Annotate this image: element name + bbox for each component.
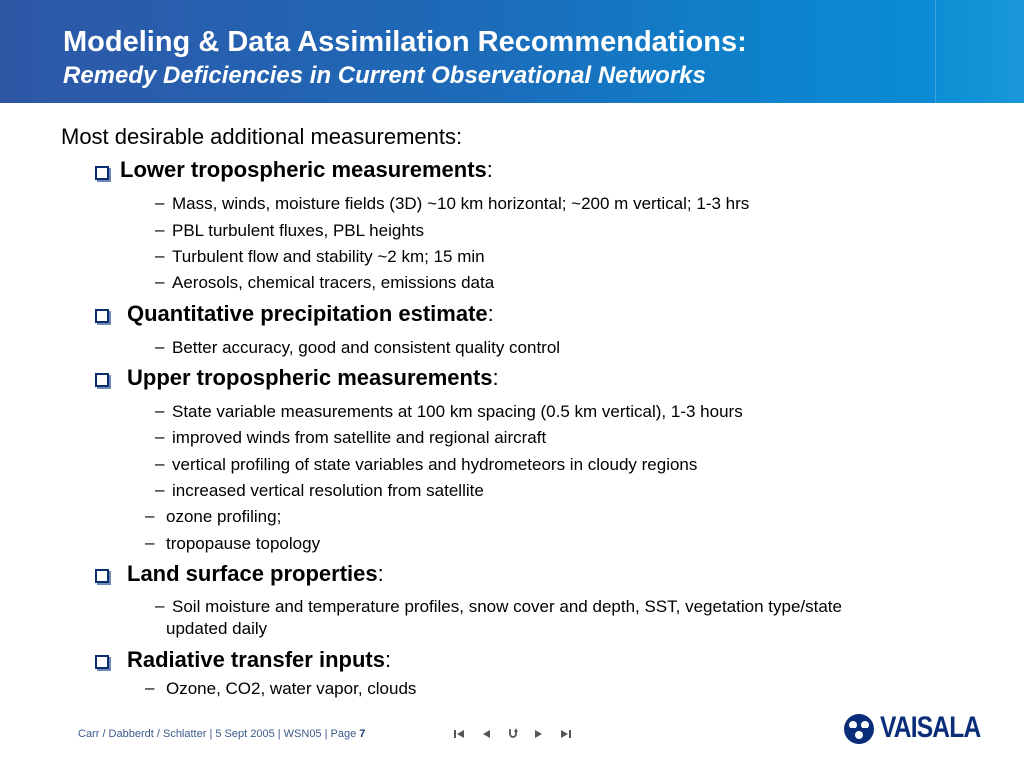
checkbox-bullet-icon — [95, 309, 109, 323]
list-item: tropopause topology — [166, 534, 321, 553]
list-item: Soil moisture and temperature profiles, snow cover and depth, SST, vegetation type/state — [172, 597, 842, 616]
dash-bullet: – — [155, 246, 165, 265]
dash-bullet: – — [155, 427, 165, 446]
heading-colon: : — [492, 365, 499, 390]
checkbox-bullet-icon — [95, 166, 109, 180]
list-item: Better accuracy, good and consistent quality control — [172, 338, 561, 357]
checkbox-bullet-icon — [95, 655, 109, 669]
heading-colon: : — [486, 157, 493, 182]
list-item: vertical profiling of state variables and hydrometeors in cloudy regions — [172, 455, 698, 474]
dash-bullet: – — [155, 480, 165, 499]
dash-bullet: – — [155, 193, 165, 212]
first-slide-button[interactable] — [449, 726, 469, 744]
heading-colon: : — [487, 301, 494, 326]
dash-bullet: – — [155, 596, 165, 615]
slide-header — [0, 0, 1024, 103]
section-heading-upper-tropospheric — [127, 365, 499, 391]
next-icon — [534, 729, 544, 739]
next-slide-button[interactable] — [529, 726, 549, 744]
heading-colon: : — [377, 561, 384, 586]
heading-text: Lower tropospheric measurements — [120, 157, 487, 182]
section-heading-land-surface — [127, 561, 384, 587]
list-item-continuation: updated daily — [166, 619, 268, 638]
vaisala-logo-mark-icon — [842, 712, 876, 746]
slide-title: Modeling & Data Assimilation Recommendations: — [63, 26, 747, 58]
page-number: 7 — [359, 728, 366, 740]
return-button[interactable] — [503, 726, 523, 744]
header-accent-band — [935, 0, 1024, 103]
checkbox-bullet-icon — [95, 373, 109, 387]
last-slide-button[interactable] — [556, 726, 576, 744]
previous-icon — [481, 729, 491, 739]
dash-bullet: – — [155, 220, 165, 239]
list-item: PBL turbulent fluxes, PBL heights — [172, 221, 425, 240]
list-item: State variable measurements at 100 km spacing (0.5 km vertical), 1-3 hours — [172, 402, 743, 421]
dash-bullet: – — [155, 401, 165, 420]
footer-text: Carr / Dabberdt / Schlatter | 5 Sept 2005 | WSN05 | Page — [78, 728, 360, 740]
slide-subtitle: Remedy Deficiencies in Current Observational Networks — [63, 62, 706, 89]
dash-bullet: – — [155, 337, 165, 356]
section-heading-qpe — [127, 301, 494, 327]
list-item: Mass, winds, moisture fields (3D) ~10 km horizontal; ~200 m vertical; 1-3 hrs — [172, 194, 750, 213]
return-icon — [508, 727, 518, 739]
dash-bullet: – — [145, 506, 155, 525]
list-item: increased vertical resolution from satellite — [172, 481, 484, 500]
footer-citation — [78, 728, 365, 740]
vaisala-logo-text: VAISALA — [880, 711, 981, 744]
section-heading-lower-tropospheric — [120, 157, 493, 183]
dash-bullet: – — [145, 678, 155, 697]
first-slide-icon — [453, 729, 465, 739]
section-heading-radiative-transfer — [127, 647, 391, 673]
dash-bullet: – — [145, 533, 155, 552]
dash-bullet: – — [155, 454, 165, 473]
list-item: Aerosols, chemical tracers, emissions data — [172, 273, 495, 292]
intro-text: Most desirable additional measurements: — [61, 124, 463, 149]
list-item: ozone profiling; — [166, 507, 282, 526]
list-item: Turbulent flow and stability ~2 km; 15 min — [172, 247, 485, 266]
previous-slide-button[interactable] — [476, 726, 496, 744]
list-item: Ozone, CO2, water vapor, clouds — [166, 679, 417, 698]
heading-text: Radiative transfer inputs — [127, 647, 385, 672]
heading-colon: : — [384, 647, 392, 672]
heading-text: Upper tropospheric measurements — [127, 365, 493, 390]
heading-text: Land surface properties — [127, 561, 378, 586]
last-slide-icon — [560, 729, 572, 739]
list-item: improved winds from satellite and regional aircraft — [172, 428, 547, 447]
dash-bullet: – — [155, 272, 165, 291]
heading-text: Quantitative precipitation estimate — [127, 301, 488, 326]
checkbox-bullet-icon — [95, 569, 109, 583]
